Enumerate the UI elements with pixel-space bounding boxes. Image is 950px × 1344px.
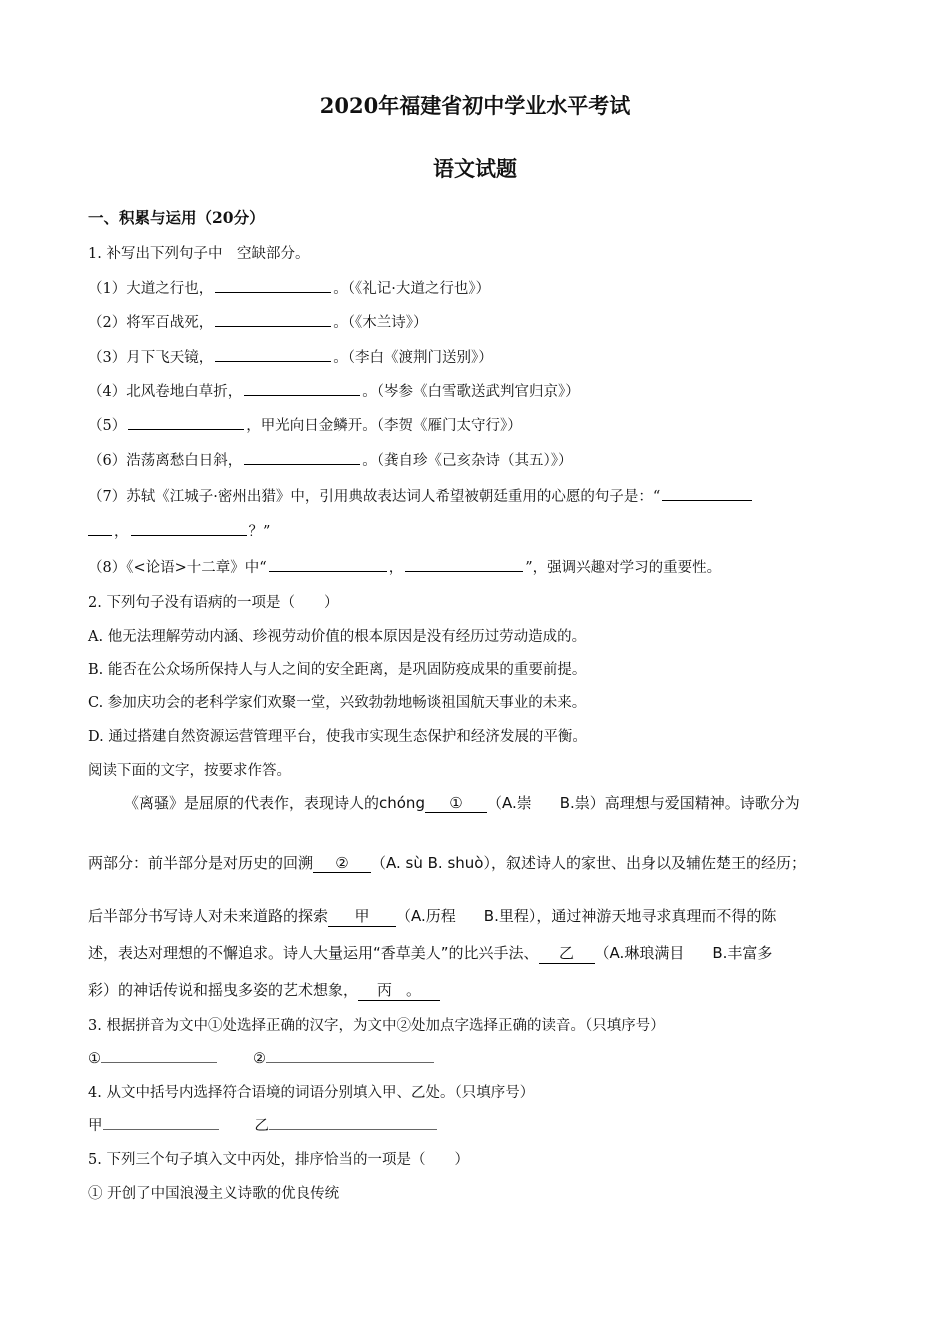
passage-line-2: 两部分：前半部分是对历史的回溯 ② （A. sù B. shuò），叙述诗人的家世、出身以及辅佐楚王的经历； <box>88 854 806 872</box>
q5-prompt: 5. 下列三个句子填入文中丙处，排序恰当的一项是（ ） <box>88 1152 469 1168</box>
q1-prompt: 1. 补写出下列句子中 空缺部分。 <box>88 246 310 262</box>
q3-prompt: 3. 根据拼音为文中①处选择正确的汉字，为文中②处加点字选择正确的读音。（只填序号） <box>88 1018 665 1034</box>
q1-item-5: （5） ，甲光向日金鳞开。（李贺《雁门太守行》） <box>88 414 522 435</box>
answer-blank[interactable] <box>103 1114 219 1130</box>
q2-option-a[interactable]: A. 他无法理解劳动内涵、珍视劳动价值的根本原因是没有经历过劳动造成的。 <box>88 629 587 645</box>
answer-blank[interactable] <box>405 556 523 572</box>
q1-item-8: （8）《<论语>十二章》中“ ， ”，强调兴趣对学习的重要性。 <box>88 556 721 577</box>
answer-blank[interactable] <box>215 311 331 327</box>
q3-answers: ① ② <box>88 1047 434 1067</box>
answer-blank[interactable] <box>244 449 360 465</box>
passage-line-3: 后半部分书写诗人对未来道路的探索 甲 （A.历程 B.里程），通过神游天地寻求真理而不得的陈 <box>88 907 777 925</box>
q5-sentence-1: ① 开创了中国浪漫主义诗歌的优良传统 <box>88 1186 340 1202</box>
answer-blank[interactable] <box>662 485 752 501</box>
answer-blank[interactable] <box>244 380 360 396</box>
q1-item-3: （3）月下飞天镜， 。（李白《渡荆门送别》） <box>88 346 493 367</box>
q1-item-4: （4）北风卷地白草折， 。（岑参《白雪歌送武判官归京》） <box>88 380 580 401</box>
passage-line-1: 《离骚》是屈原的代表作，表现诗人的chóng ① （A.崇 B.祟）高理想与爱国精神。诗歌分为 <box>124 794 800 812</box>
q2-option-d[interactable]: D. 通过搭建自然资源运营管理平台，使我市实现生态保护和经济发展的平衡。 <box>88 729 587 745</box>
answer-blank[interactable] <box>215 277 331 293</box>
blank-bing[interactable]: 丙 。 <box>358 979 440 1001</box>
passage-line-4: 述，表达对理想的不懈追求。诗人大量运用“香草美人”的比兴手法、 乙 （A.琳琅满目 B.丰富多 <box>88 944 773 962</box>
answer-blank[interactable] <box>215 346 331 362</box>
blank-2[interactable]: ② <box>313 854 371 873</box>
blank-jia[interactable]: 甲 <box>328 905 396 927</box>
answer-blank[interactable] <box>101 1047 217 1063</box>
q1-item-1: （1）大道之行也， 。（《礼记·大道之行也》） <box>88 277 490 298</box>
q4-answers: 甲 乙 <box>88 1114 437 1135</box>
q2-prompt: 2. 下列句子没有语病的一项是（ ） <box>88 595 339 611</box>
blank-yi[interactable]: 乙 <box>539 942 595 964</box>
answer-blank[interactable] <box>88 520 112 536</box>
section-heading: 一、积累与运用（20分） <box>88 208 265 227</box>
answer-blank[interactable] <box>131 520 247 536</box>
exam-subtitle: 语文试题 <box>433 156 517 181</box>
q1-item-2: （2）将军百战死， 。（《木兰诗》） <box>88 311 427 332</box>
q2-option-b[interactable]: B. 能否在公众场所保持人与人之间的安全距离，是巩固防疫成果的重要前提。 <box>88 662 587 678</box>
q2-option-c[interactable]: C. 参加庆功会的老科学家们欢聚一堂，兴致勃勃地畅谈祖国航天事业的未来。 <box>88 695 587 711</box>
answer-blank[interactable] <box>269 1114 437 1130</box>
answer-blank[interactable] <box>266 1047 434 1063</box>
exam-title: 2020年福建省初中学业水平考试 <box>319 93 631 118</box>
q1-item-7: （7）苏轼《江城子·密州出猎》中，引用典故表达词人希望被朝廷重用的心愿的句子是：“ <box>88 485 754 506</box>
q4-prompt: 4. 从文中括号内选择符合语境的词语分别填入甲、乙处。（只填序号） <box>88 1085 535 1101</box>
reading-intro: 阅读下面的文字，按要求作答。 <box>88 763 291 779</box>
answer-blank[interactable] <box>269 556 387 572</box>
q1-item-6: （6）浩荡离愁白日斜， 。（龚自珍《己亥杂诗（其五）》） <box>88 449 572 470</box>
answer-blank[interactable] <box>128 414 244 430</box>
passage-line-5: 彩）的神话传说和摇曳多姿的艺术想象， 丙 。 <box>88 979 440 1001</box>
q1-item-7-cont: ， ？” <box>88 520 270 541</box>
blank-1[interactable]: ① <box>425 794 487 813</box>
